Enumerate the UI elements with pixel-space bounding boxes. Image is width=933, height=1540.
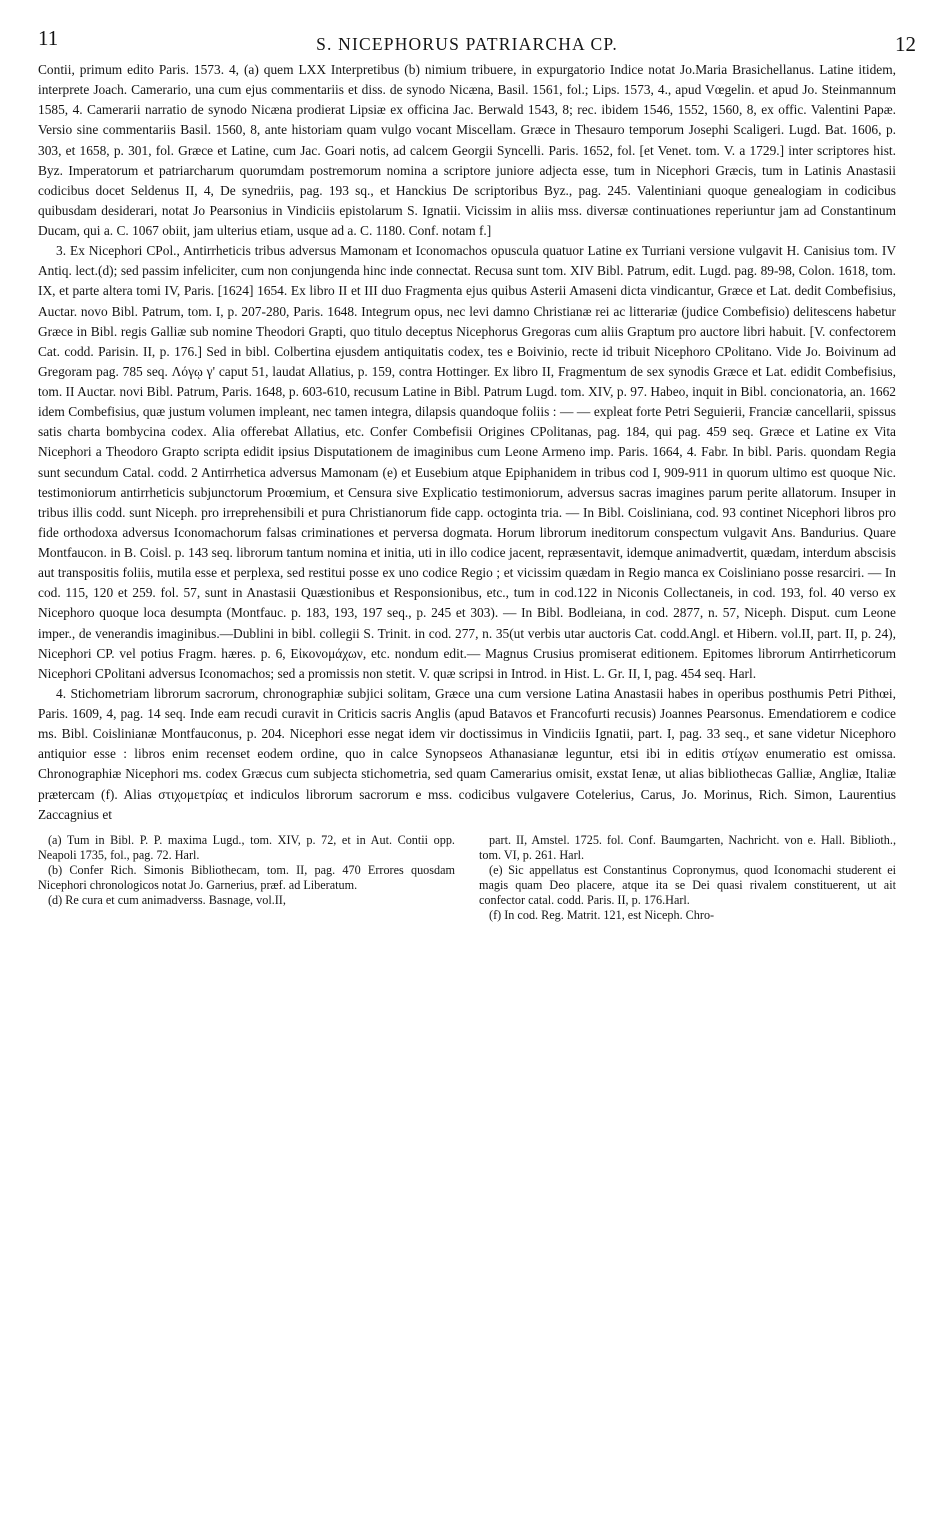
book-page <box>38 26 916 923</box>
footnotes-left-column <box>38 833 455 924</box>
footnote-f: (f) In cod. Reg. Matrit. 121, est Niceph. Chro- <box>489 908 715 923</box>
footnote-d-continued: part. II, Amstel. 1725. fol. Conf. Baumgarten, Nachricht. von e. Hall. Biblioth., tom. VI, p. 261. Harl. <box>479 832 896 862</box>
running-title: S. NICEPHORUS PATRIARCHA CP. <box>316 34 618 54</box>
footnote-e: (e) Sic appellatus est Constantinus Copronymus, quod Iconomachi studerent ei magis quam Deo placere, atque ita se Dei quasi rivalem constituerent, ut ait confector catal. codd. Paris. II, p. 176.Harl. <box>479 862 896 908</box>
footnotes <box>38 833 896 924</box>
footnote-b: (b) Confer Rich. Simonis Bibliothecam, tom. II, pag. 470 Errores quosdam Nicephori chronologicos notat Jo. Garnerius, præf. ad Liberatum. <box>38 862 455 893</box>
page-header <box>38 26 916 56</box>
footnotes-right-column <box>479 833 896 924</box>
paragraph-continuation: Contii, primum edito Paris. 1573. 4, (a) quem LXX Interpretibus (b) nimium tribuere, in expurgatorio Indice notat Jo.Maria Brasichellanus. Latine itidem, interprete Joach. Camerario, una cum ejus commentariis et diss. de synodo Nicæna, Basil. 1561, fol.; Lips. 1573, 4., apud Vœgelin. et apud Jo. Steinmannum 1585, 4. Camerarii narratio de synodo Nicæna prodierat Lipsiæ ex officina Jac. Berwald 1543, 8; rec. ibidem 1546, 1552, 1560, 8, ex offic. Valentini Papæ. Versio sine commentariis Basil. 1560, 8, ante historiam quam vulgo vocant Miscellam. Græce in Thesauro temporum Josephi Scaligeri. Lugd. Bat. 1606, p. 303, et 1658, p. 301, fol. Græce et Latine, cum Jac. Goari notis, ad calcem Georgii Syncelli. Paris. 1652, fol. [et Venet. tom. V. a 1729.] inter scriptores hist. Byz. Imperatorum et patriarcharum quorumdam postremorum nomina a scriptore juniore adjecta esse, tum in Nicephori Græcis, tum in Latinis Anastasii codicibus docet Seldenus II, 4, De synedriis, pag. 193 sq., et Hanckius De scriptoribus Byz., pag. 245. Valentiniani quoque genealogiam in codicibus quibusdam desiderari, notat Jo Pearsonius in Vindiciis epistolarum S. Ignatii. Vicissim in aliis mss. diversæ continuationes reperiuntur jam ad Constantinum Ducam, qui a. C. 1067 obiit, jam ulterius etiam, usque ad a. C. 1180. Conf. notam f.] <box>38 62 896 238</box>
paragraph-3: 3. Ex Nicephori CPol., Antirrheticis tribus adversus Mamonam et Iconomachos opuscula quatuor Latine ex Turriani versione vulgavit H. Canisius tom. IV Antiq. lect.(d); sed passim infeliciter, cum non conjungenda hinc inde connectat. Recusa sunt tom. XIV Bibl. Patrum, edit. Lugd. pag. 89-98, Colon. 1618, tom. IX, et parte altera tomi IV, Paris. [1624] 1654. Ex libro II et III duo Fragmenta ejus quibus Asterii Amaseni dicta vindicantur, Græce et Lat. dedit Combefisius, Auctar. novo Bibl. Patrum, tom. I, p. 207-280, Paris. 1648. Integrum opus, nec levi damno Christianæ rei ac litterariæ (judice Combefisio) delitescens habetur Græce in Bibl. regis Galliæ sub nomine Theodori Grapti, quo titulo deceptus Nicephorus Gregoras cum aliis Graptum pro auctore libri habuit. [V. confectorem Cat. codd. Parisin. II, p. 176.] Sed in bibl. Colbertina ejusdem antiquitatis codex, tes e Boivinio, recte id tribuit Nicephoro CPolitano. Vide Jo. Boivinum ad Gregoram pag. 785 seq. Λόγῳ γ' caput 51, laudat Allatius, p. 159, contra Hottinger. Ex libro II, Fragmentum de sex synodis Græce et Lat. edidit Combefisius, tom. II Auctar. novi Bibl. Patrum, Paris. 1648, p. 603-610, recusum Latine in Bibl. Patrum Lugd. tom. XIV, p. 97. Habeo, inquit in Bibl. concionatoria, an. 1662 idem Combefisius, quæ justum volumen impleant, nec tamen integra, dilapsis quandoque foliis : — — expleat forte Petri Seguierii, Franciæ cancellarii, spissus satis charta bombycina codex. Alia offerebat Allatius, etc. Confer Combefisii Origines CPolitanas, pag. 184, qui pag. 459 seq. Græce et Latine ex Vita Nicephori a Theodoro Grapto scripta edidit ipsius Disputationem de imaginibus cum Leone Armeno imp. Paris. 1664, 4. Fabr. In bibl. Paris. quondam Regia sunt secundum Catal. codd. 2 Antirrhetica adversus Mamonam (e) et Eusebium atque Epiphanidem in tribus cod I, 909-911 in quorum ultimo est quoque Nic. testimoniorum antirrheticis subjunctorum Proœmium, et Censura sive Explicatio testimoniorum, adversus sacras imagines parum perite allatorum. Insuper in tribus illis codd. sunt Niceph. pro irreprehensibili et pura Christianorum fide capp. octoginta tria. — In Bibl. Coisliniana, cod. 93 continet Nicephori libros pro fide orthodoxa adversus Iconomachorum falsas criminationes et perversa dogmata. Horum librorum ineditorum conspectum vulgavit Ans. Bandurius. Quare Montfaucon. in B. Coisl. p. 143 seq. librorum tantum nomina et initia, uti in illo codice jacent, repræsentavit, idemque animadvertit, quædam, interdum abscisis aut transpositis foliis, mutila esse et perplexa, sed restitui posse ex uno codice Regio ; et vicissim quædam in Regio manca ex Coisliniano posse resarciri. — In cod. 115, 120 et 259. fol. 57, sunt in Anastasii Quæstionibus et Responsionibus, etc., tum in cod.122 in Niconis Collectaneis, in cod. 193, fol. 40 verso ex Nicephoro quoque loca desumpta (Montfauc. p. 183, 193, 197 seq., p. 245 et 303). — In Bibl. Bodleiana, in cod. 2877, n. 57, Niceph. Disput. cum Leone imper., de venerandis imaginibus.—Dublini in bibl. collegii S. Trinit. in cod. 277, n. 35(ut verbis utar auctoris Cat. codd.Angl. et Hibern. vol.II, part. II, p. 24), Nicephori CP. vel potius Fragm. hæres. p. 6, Εἰκονομάχων, etc. nondum edit.— Magnus Crusius promiserat editionem. Epitomes librorum Antirrheticorum Nicephori CPolitani adversus Iconomachos; sed a promissis non stetit. V. quæ scripsi in Introd. in Hist. L. Gr. II, I, pag. 454 seq. Harl. <box>38 243 896 681</box>
right-page-number: 12 <box>895 32 916 56</box>
footnote-a: (a) Tum in Bibl. P. P. maxima Lugd., tom. XIV, p. 72, et in Aut. Contii opp. Neapoli 1735, fol., pag. 72. Harl. <box>38 832 455 862</box>
main-text <box>38 60 896 825</box>
footnote-d: (d) Re cura et cum animadverss. Basnage, vol.II, <box>48 893 286 908</box>
left-page-number: 11 <box>38 26 59 50</box>
paragraph-4: 4. Stichometriam librorum sacrorum, chronographiæ subjici solitam, Græce una cum versione Latina Anastasii habes in operibus posthumis Petri Pithœi, Paris. 1609, 4, pag. 14 seq. Inde eam recudi curavit in Criticis sacris Anglis (apud Batavos et Francofurti recusis) Joannes Pearsonus. Emendatiorem e codice ms. Bibl. Coislinianæ Montfauconus, p. 204. Nicephori esse negat idem vir doctissimus in Vindiciis Ignatii, part. I, pag. 33 seq., et sane videtur Nicephoro antiquior esse : libros enim recenset eodem ordine, quo in calce Synopseos Athanasianæ leguntur, etsi ibi in editis στίχων enumeratio est omissa. Chronographiæ Nicephori ms. codex Græcus cum subjecta stichometria, sed quam Camerarius omisit, exstat Ienæ, ut alias bibliothecas Galliæ, Angliæ, Italiæ prætercam (f). Alias στιχομετρίας et indiculos librorum sacrorum e mss. codicibus vulgavere Cotelerius, Carus, Jo. Morinus, Rich. Simon, Laurentius Zaccagnius et <box>38 685 896 822</box>
